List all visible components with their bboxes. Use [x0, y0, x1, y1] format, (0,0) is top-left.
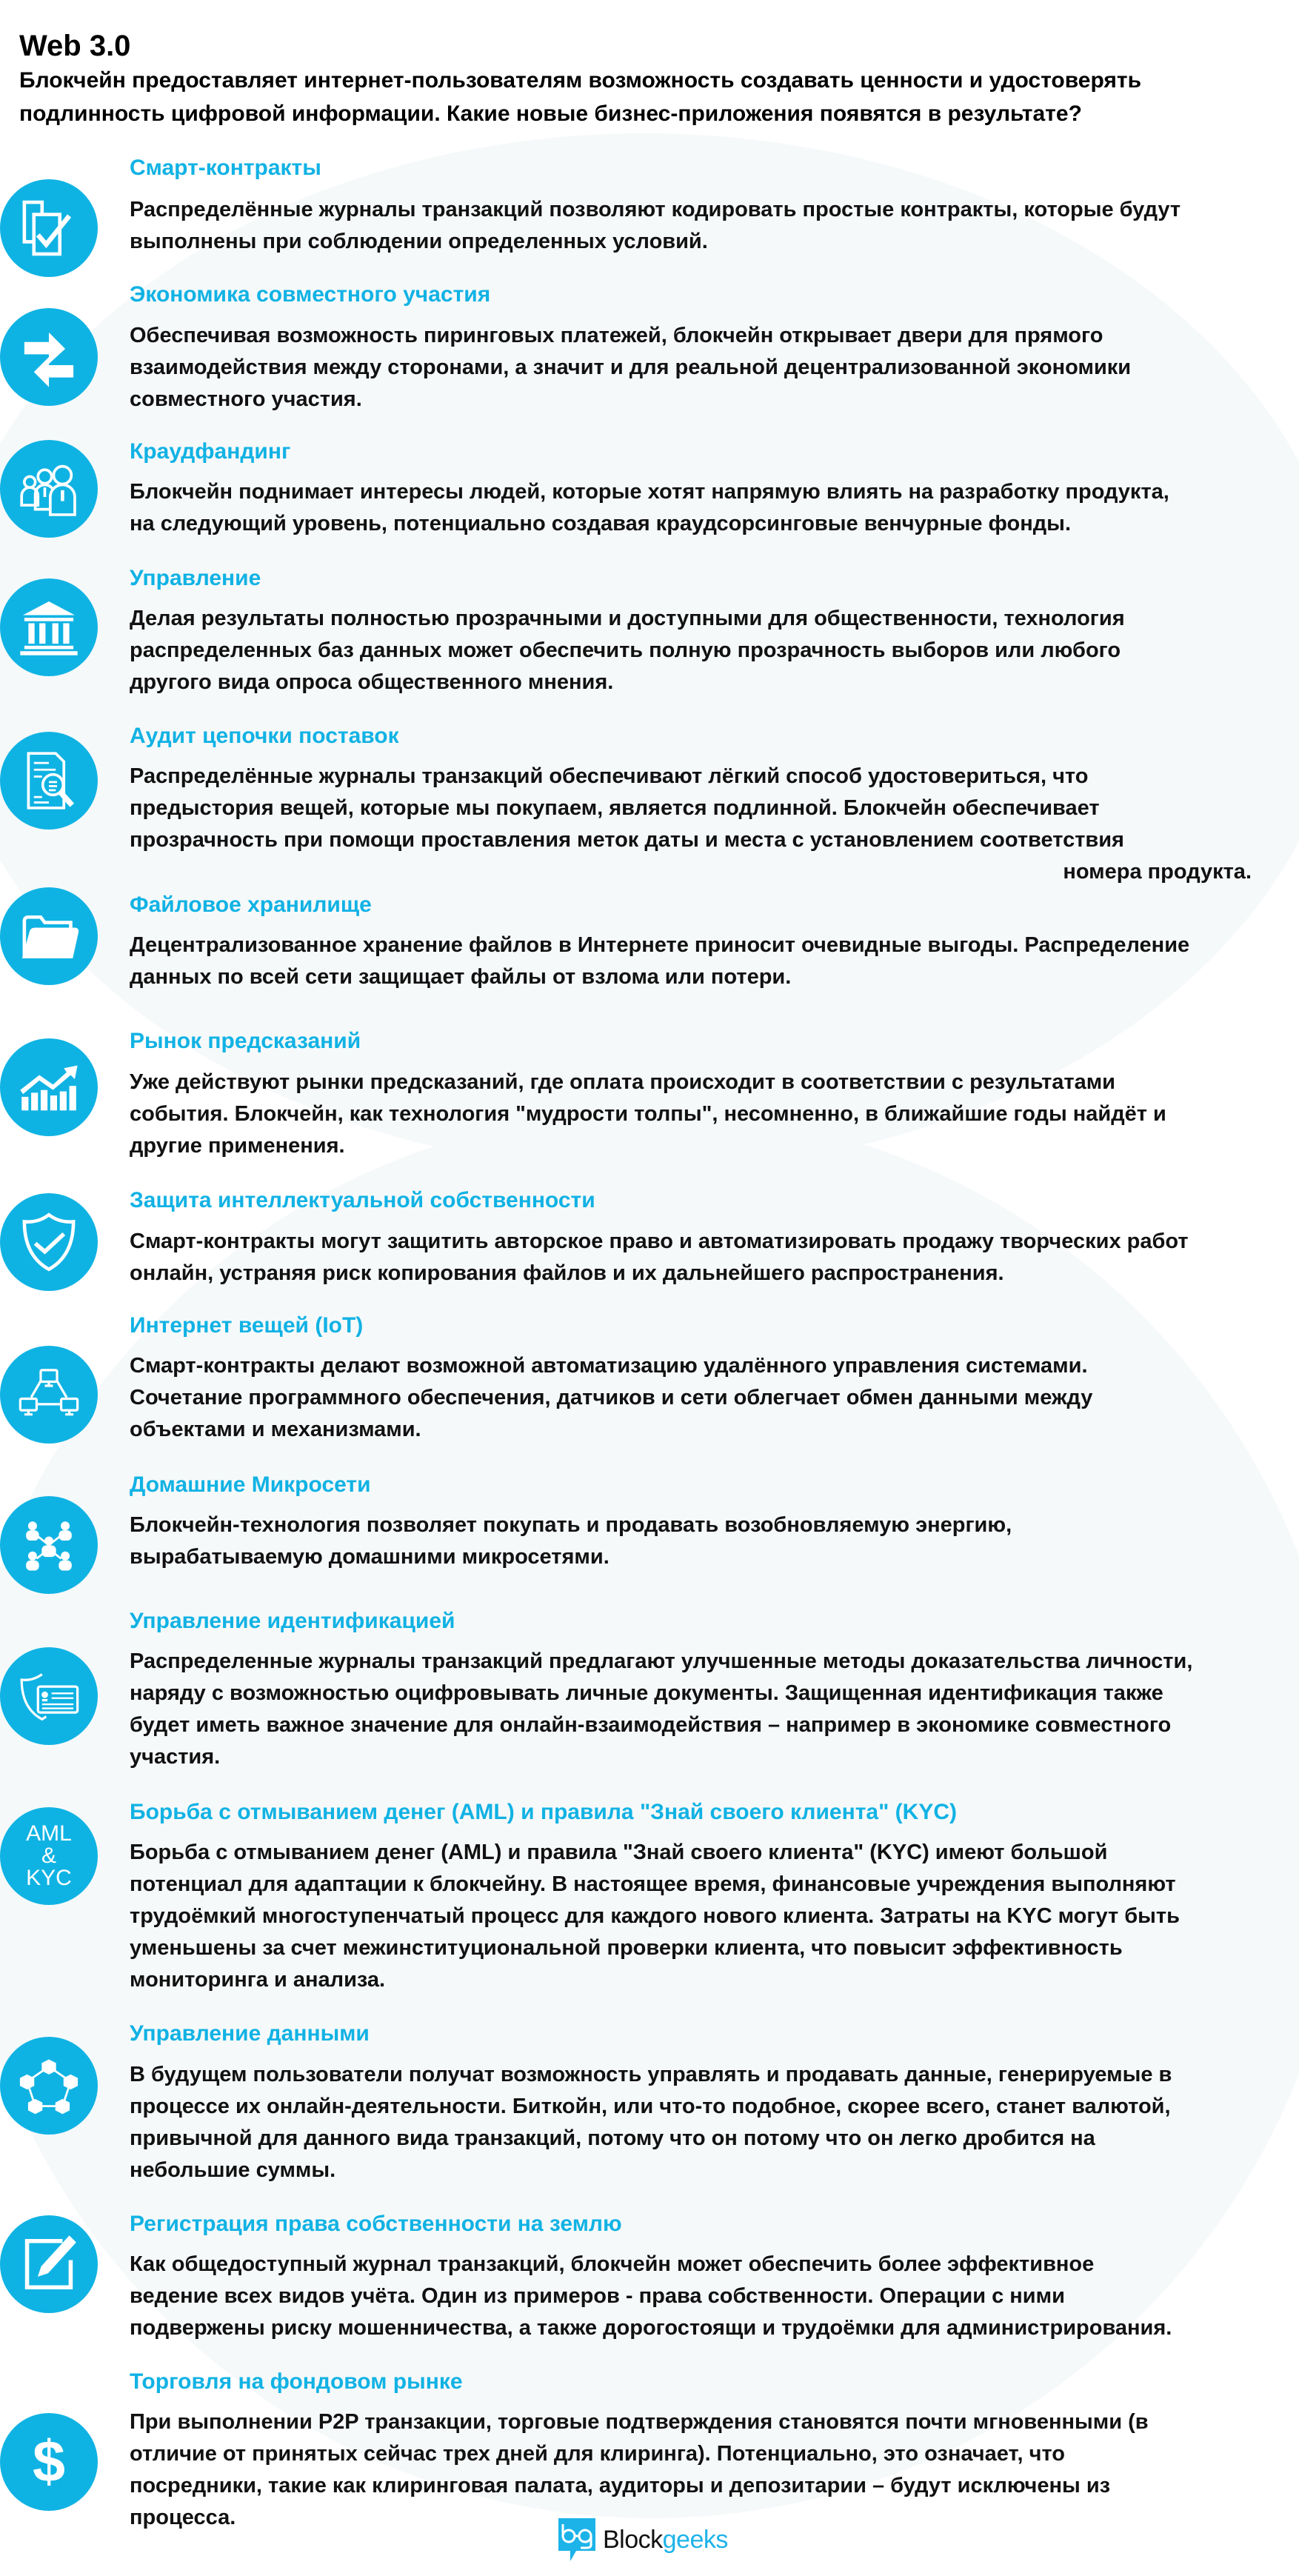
section-heading: Рынок предсказаний: [130, 1029, 361, 1053]
section-body: Блокчейн-технология позволяет покупать и продавать возобновляемую энергию, вырабатываемую домашними микросетями.: [130, 1513, 1012, 1569]
shield-check-icon: [0, 1193, 98, 1291]
page-title: Web 3.0: [19, 30, 131, 62]
document-search-icon: [0, 732, 98, 830]
section-body: Как общедоступный журнал транзакций, блокчейн может обеспечить более эффективное ведение всех видов учёта. Один из примеров - права собственности. Операции с ними подвержены риску мошенничества, а также дорогостоящи и трудоёмки для администрирования.: [130, 2252, 1172, 2340]
page-subtitle: [19, 64, 1278, 130]
dollar-icon: [0, 2413, 98, 2511]
folder-icon: [0, 887, 98, 985]
network-computers-icon: [0, 1346, 98, 1444]
edit-checkbox-icon: [0, 2215, 98, 2313]
people-network-icon: [0, 1496, 98, 1594]
section-body: Распределенные журналы транзакций предлагают улучшенные методы доказательства личности, наряду с возможностью оцифровывать личные документы. Защищенная идентификация также будет иметь важное значение для онлайн-взаимодействия – например в экономике совместного участия.: [130, 1649, 1193, 1769]
blockgeeks-logo: [557, 2517, 728, 2563]
blocks-pentagon-icon: [0, 2037, 98, 2135]
growth-chart-icon: [0, 1038, 98, 1136]
section-body: В будущем пользователи получат возможность управлять и продавать данные, генерируемые в процессе их онлайн-деятельности. Биткойн, или что-то подобное, скорее всего, станет валютой, привычной для данного вида транзакций, потому что он потому что он легко дробится на небольшие суммы.: [130, 2063, 1172, 2182]
exchange-arrows-icon: [0, 308, 98, 406]
section-heading: Защита интеллектуальной собственности: [130, 1188, 595, 1212]
subtitle-line: подлинность цифровой информации. Какие новые бизнес-приложения появятся в результате?: [19, 101, 1082, 126]
section-heading: Регистрация права собственности на землю: [130, 2212, 622, 2236]
section-heading: Торговля на фондовом рынке: [130, 2369, 463, 2394]
section-heading: Управление идентификацией: [130, 1609, 455, 1633]
section-heading: Управление данными: [130, 2021, 370, 2046]
aml-kyc-icon: AML & KYC: [0, 1807, 98, 1905]
section-heading: Управление: [130, 566, 261, 590]
people-group-icon: [0, 440, 98, 538]
section-heading: Домашние Микросети: [130, 1472, 371, 1497]
svg-text:$: $: [33, 2428, 65, 2494]
section-body: Распределённые журналы транзакций позволяют кодировать простые контракты, которые будут выполнены при соблюдении определенных условий.: [130, 198, 1181, 253]
section-heading: Борьба с отмыванием денег (AML) и правила "Знай своего клиента" (KYC): [130, 1800, 957, 1824]
section-body: Борьба с отмыванием денег (AML) и правила "Знай своего клиента" (KYC) имеют большой потенциал для адаптации к блокчейну. В настоящее время, финансовые учреждения выполняют трудоёмкий многоступенчатый процесс для каждого нового клиента. Затраты на KYC могут быть уменьшены за счет межинституциональной проверки клиента, что повысит эффективность мониторинга и анализа.: [130, 1841, 1180, 1992]
identity-shield-card-icon: [0, 1647, 98, 1745]
government-building-icon: [0, 578, 98, 676]
section-heading: Файловое хранилище: [130, 892, 372, 917]
section-body: Децентрализованное хранение файлов в Интернете приносит очевидные выгоды. Распределение данных по всей сети защищает файлы от взлома или потери.: [130, 933, 1190, 989]
blockgeeks-logo-icon: [557, 2517, 597, 2563]
section-body: Уже действуют рынки предсказаний, где оплата происходит в соответствии с результатами события. Блокчейн, как технология "мудрости толпы", несомненно, в ближайшие годы найдёт и другие применения.: [130, 1070, 1166, 1158]
section-heading: Экономика совместного участия: [130, 282, 491, 307]
blockgeeks-wordmark: Blockgeeks: [603, 2525, 728, 2554]
subtitle-line: Блокчейн предоставляет интернет-пользователям возможность создавать ценности и удостоверять: [19, 68, 1142, 93]
section-body: Делая результаты полностью прозрачными и доступными для общественности, технология распределенных баз данных может обеспечить полную прозрачность выборов или любого другого вида опроса общественного мнения.: [130, 607, 1125, 694]
section-heading: Аудит цепочки поставок: [130, 724, 399, 748]
section-body: При выполнении P2P транзакции, торговые подтверждения становятся почти мгновенными (в отличие от принятых сейчас трех дней для клиринга). Потенциально, это означает, что посредники, такие как клиринговая палата, аудиторы и депозитарии – будут исключены из процесса.: [130, 2410, 1149, 2529]
section-body: Блокчейн поднимает интересы людей, которые хотят напрямую влиять на разработку продукта, на следующий уровень, потенциально создавая краудсорсинговые венчурные фонды.: [130, 480, 1169, 535]
section-body: Распределённые журналы транзакций обеспечивают лёгкий способ удостовериться, что предыстория вещей, которые мы покупаем, является подлинной. Блокчейн обеспечивает прозрачность при помощи проставления меток даты и места с установлением соответствия номера продукта.: [130, 764, 1252, 884]
section-heading: Интернет вещей (IoT): [130, 1313, 364, 1338]
contract-check-icon: [0, 179, 98, 277]
section-body: Смарт-контракты могут защитить авторское право и автоматизировать продажу творческих работ онлайн, устраняя риск копирования файлов и их дальнейшего распространения.: [130, 1229, 1189, 1285]
section-body: Смарт-контракты делают возможной автоматизацию удалённого управления системами. Сочетание программного обеспечения, датчиков и сети облегчает обмен данными между объектами и механизмами.: [130, 1354, 1093, 1441]
section-heading: Смарт-контракты: [130, 156, 321, 180]
section-body: Обеспечивая возможность пиринговых платежей, блокчейн открывает двери для прямого взаимодействия между сторонами, а значит и для реальной децентрализованной экономики совместного участия.: [130, 324, 1132, 411]
section-heading: Краудфандинг: [130, 439, 291, 464]
